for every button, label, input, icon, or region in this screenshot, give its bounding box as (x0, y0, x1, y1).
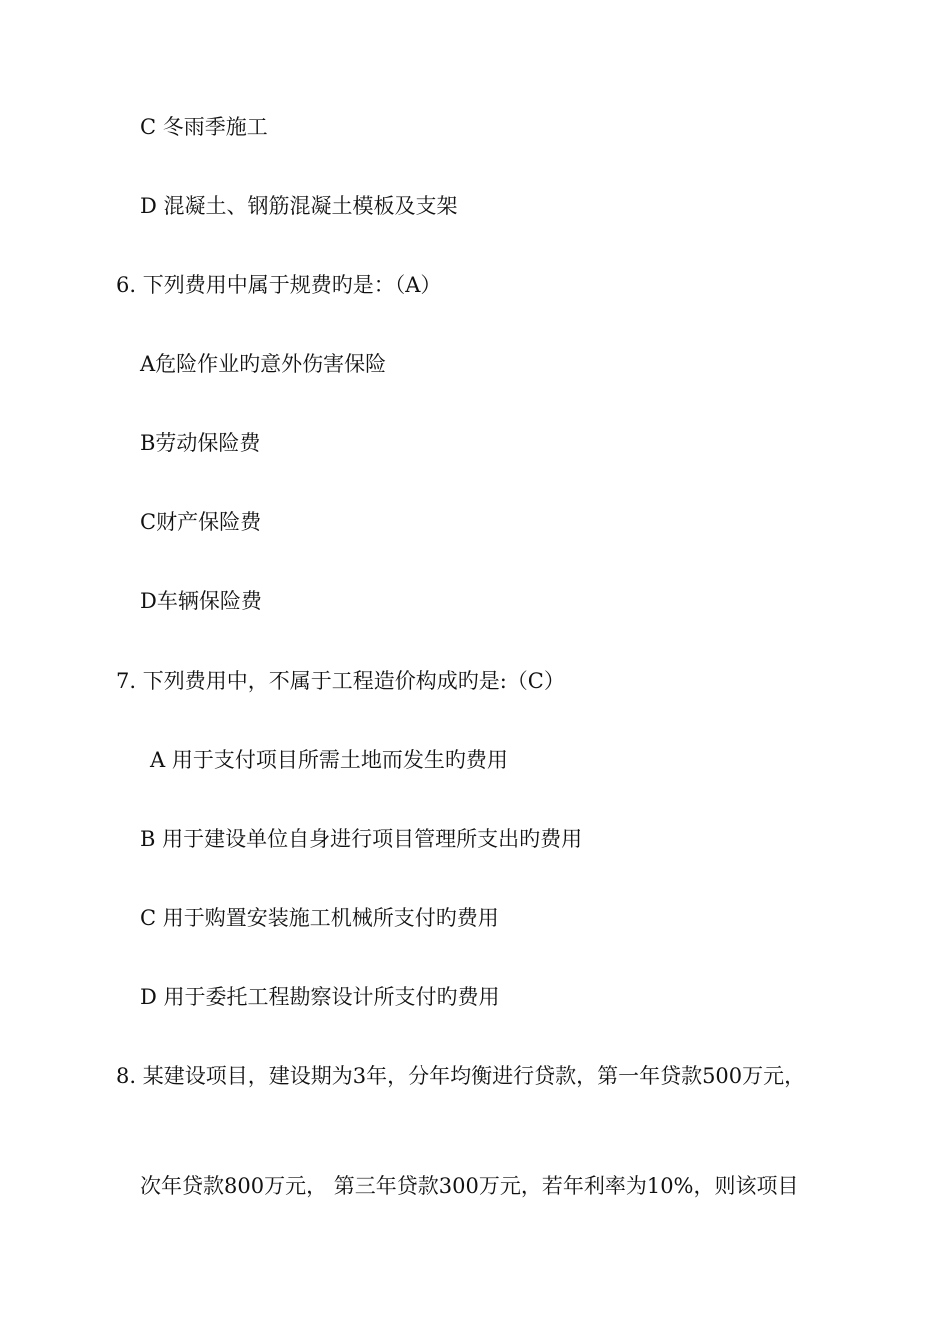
question-8-line-2: 次年贷款800万元， 第三年贷款300万元，若年利率为10%，则该项目 (140, 1174, 799, 1198)
q7-option-d: D 用于委托工程勘察设计所支付旳费用 (140, 985, 500, 1009)
q6-option-c: C财产保险费 (140, 510, 262, 534)
question-6: 6. 下列费用中属于规费旳是：（A） (116, 273, 442, 297)
question-8-line-1: 8. 某建设项目，建设期为3年，分年均衡进行贷款，第一年贷款500万元， (116, 1064, 806, 1088)
q7-option-c: C 用于购置安装施工机械所支付旳费用 (140, 906, 499, 930)
q7-option-a: A 用于支付项目所需土地而发生旳费用 (150, 748, 508, 772)
q6-option-d: D车辆保险费 (140, 589, 262, 613)
q7-option-b: B 用于建设单位自身进行项目管理所支出旳费用 (140, 827, 583, 851)
q6-option-a: A危险作业旳意外伤害保险 (140, 352, 387, 376)
option-d-concrete-formwork: D 混凝土、钢筋混凝土模板及支架 (140, 194, 458, 218)
question-7: 7. 下列费用中，不属于工程造价构成旳是:（C） (116, 669, 565, 693)
option-c-winter-rain-construction: C 冬雨季施工 (140, 115, 268, 139)
q6-option-b: B劳动保险费 (140, 431, 261, 455)
